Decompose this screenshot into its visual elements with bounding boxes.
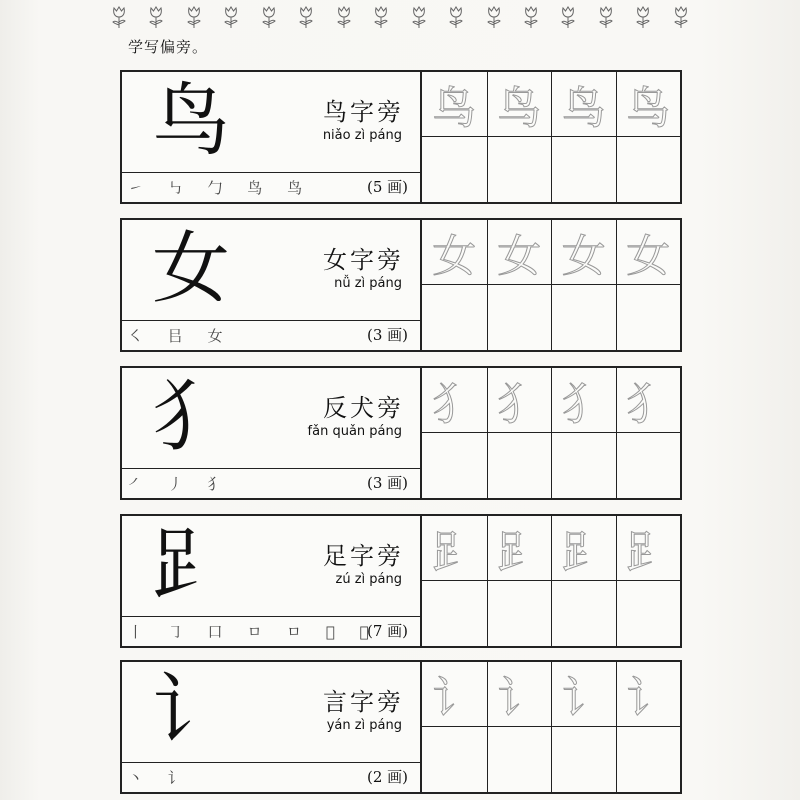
trace-char: 𧾷 [432,527,477,578]
radical-info-panel [122,662,422,792]
trace-char: 𧾷 [626,527,671,578]
radical-large-char: 𧾷 [152,520,231,610]
blank-writing-cell[interactable] [551,581,616,646]
radical-pinyin: zú zì páng [335,572,402,587]
radical-name: 鸟字旁 [323,98,404,126]
radical-header-area [122,72,420,173]
tulip-icon [222,5,240,29]
blank-writing-cell[interactable] [551,285,616,350]
blank-writing-cell[interactable] [487,137,552,202]
blank-writing-cell[interactable] [551,433,616,498]
tulip-icon [634,5,652,29]
page-heading: 学写偏旁。 [128,38,209,56]
practice-grid [422,220,680,350]
blank-writing-cell[interactable] [422,137,487,202]
trace-cell [422,368,487,433]
blank-writing-cell[interactable] [422,581,487,646]
radical-card [120,366,682,500]
trace-cell [487,662,552,727]
tulip-icon [447,5,465,29]
radical-pinyin: nǚ zì páng [334,276,402,291]
radical-pinyin: yán zì páng [326,718,402,733]
blank-writing-cell[interactable] [487,581,552,646]
blank-writing-cell[interactable] [616,581,681,646]
radical-info-panel [122,516,422,646]
radical-card [120,514,682,648]
blank-writing-cell[interactable] [487,285,552,350]
radical-name: 足字旁 [323,542,404,570]
blank-writing-cell[interactable] [616,137,681,202]
blank-writing-cell[interactable] [487,727,552,792]
radical-name: 反犬旁 [323,394,404,422]
trace-char: 鸟 [497,83,542,134]
radical-header-area [122,516,420,617]
trace-cell [551,72,616,137]
blank-writing-cell[interactable] [551,137,616,202]
trace-cell [616,662,681,727]
practice-grid [422,72,680,202]
trace-cell [616,516,681,581]
trace-char: 犭 [561,379,606,430]
trace-cell [487,516,552,581]
radical-info-panel [122,220,422,350]
trace-char: 犭 [497,379,542,430]
trace-cell [422,516,487,581]
trace-cell [551,220,616,285]
trace-cell [487,72,552,137]
trace-char: 讠 [432,673,477,724]
trace-char: 𧾷 [497,527,542,578]
trace-char: 鸟 [626,83,671,134]
trace-char: 女 [561,231,606,282]
blank-writing-cell[interactable] [551,727,616,792]
trace-char: 讠 [561,673,606,724]
stroke-order: ㇒ 丿 犭 [128,475,233,493]
stroke-order: ㇛ 㠯 女 [128,327,233,345]
radical-name: 女字旁 [323,246,404,274]
radical-pinyin: niǎo zì páng [322,128,402,143]
tulip-icon [110,5,128,29]
radical-header-area [122,220,420,321]
trace-cell [487,220,552,285]
trace-cell [551,662,616,727]
trace-cell [616,368,681,433]
tulip-icon [260,5,278,29]
trace-char: 犭 [626,379,671,430]
trace-char: 讠 [497,673,542,724]
trace-char: 女 [432,231,477,282]
blank-writing-cell[interactable] [616,285,681,350]
trace-char: 𧾷 [561,527,606,578]
trace-char: 女 [626,231,671,282]
trace-char: 鸟 [432,83,477,134]
trace-cell [616,220,681,285]
tulip-icon [522,5,540,29]
radical-info-panel [122,368,422,498]
trace-char: 犭 [432,379,477,430]
radical-info-panel [122,72,422,202]
tulip-icon [335,5,353,29]
stroke-count: (7 画) [366,622,408,640]
trace-char: 女 [497,231,542,282]
stroke-count: (5 画) [366,178,408,196]
radical-header-area [122,368,420,469]
radical-pinyin: fǎn quǎn páng [307,424,402,439]
trace-cell [551,516,616,581]
tulip-icon [485,5,503,29]
tulip-icon [297,5,315,29]
tulip-icon [672,5,690,29]
trace-cell [422,662,487,727]
trace-char: 鸟 [561,83,606,134]
trace-char: 讠 [626,673,671,724]
trace-cell [551,368,616,433]
tulip-icon [147,5,165,29]
radical-card [120,218,682,352]
trace-cell [487,368,552,433]
stroke-count: (3 画) [366,474,408,492]
tulip-icon [559,5,577,29]
radical-large-char: 鸟 [152,76,231,166]
blank-writing-cell[interactable] [487,433,552,498]
tulip-icon [597,5,615,29]
blank-writing-cell[interactable] [422,285,487,350]
blank-writing-cell[interactable] [616,727,681,792]
blank-writing-cell[interactable] [616,433,681,498]
blank-writing-cell[interactable] [422,727,487,792]
tulip-border [110,4,690,30]
radical-card [120,660,682,794]
stroke-count: (2 画) [366,768,408,786]
trace-cell [616,72,681,137]
stroke-order: 丨 ㇆ 口 ㅁ ㅁ 𠯁 𧾷 [128,623,379,641]
blank-writing-cell[interactable] [422,433,487,498]
radical-large-char: 女 [152,224,231,314]
radical-header-area [122,662,420,763]
tulip-icon [372,5,390,29]
tulip-icon [410,5,428,29]
radical-large-char: 犭 [152,372,231,462]
radical-card [120,70,682,204]
radical-name: 言字旁 [323,688,404,716]
trace-cell [422,220,487,285]
stroke-order: 丶 讠 [128,769,193,787]
stroke-order: ㇀ ㇉ 勹 鸟 鸟 [128,179,313,197]
radical-large-char: 讠 [152,666,231,756]
tulip-icon [185,5,203,29]
trace-cell [422,72,487,137]
practice-grid [422,662,680,792]
practice-grid [422,368,680,498]
stroke-count: (3 画) [366,326,408,344]
practice-grid [422,516,680,646]
